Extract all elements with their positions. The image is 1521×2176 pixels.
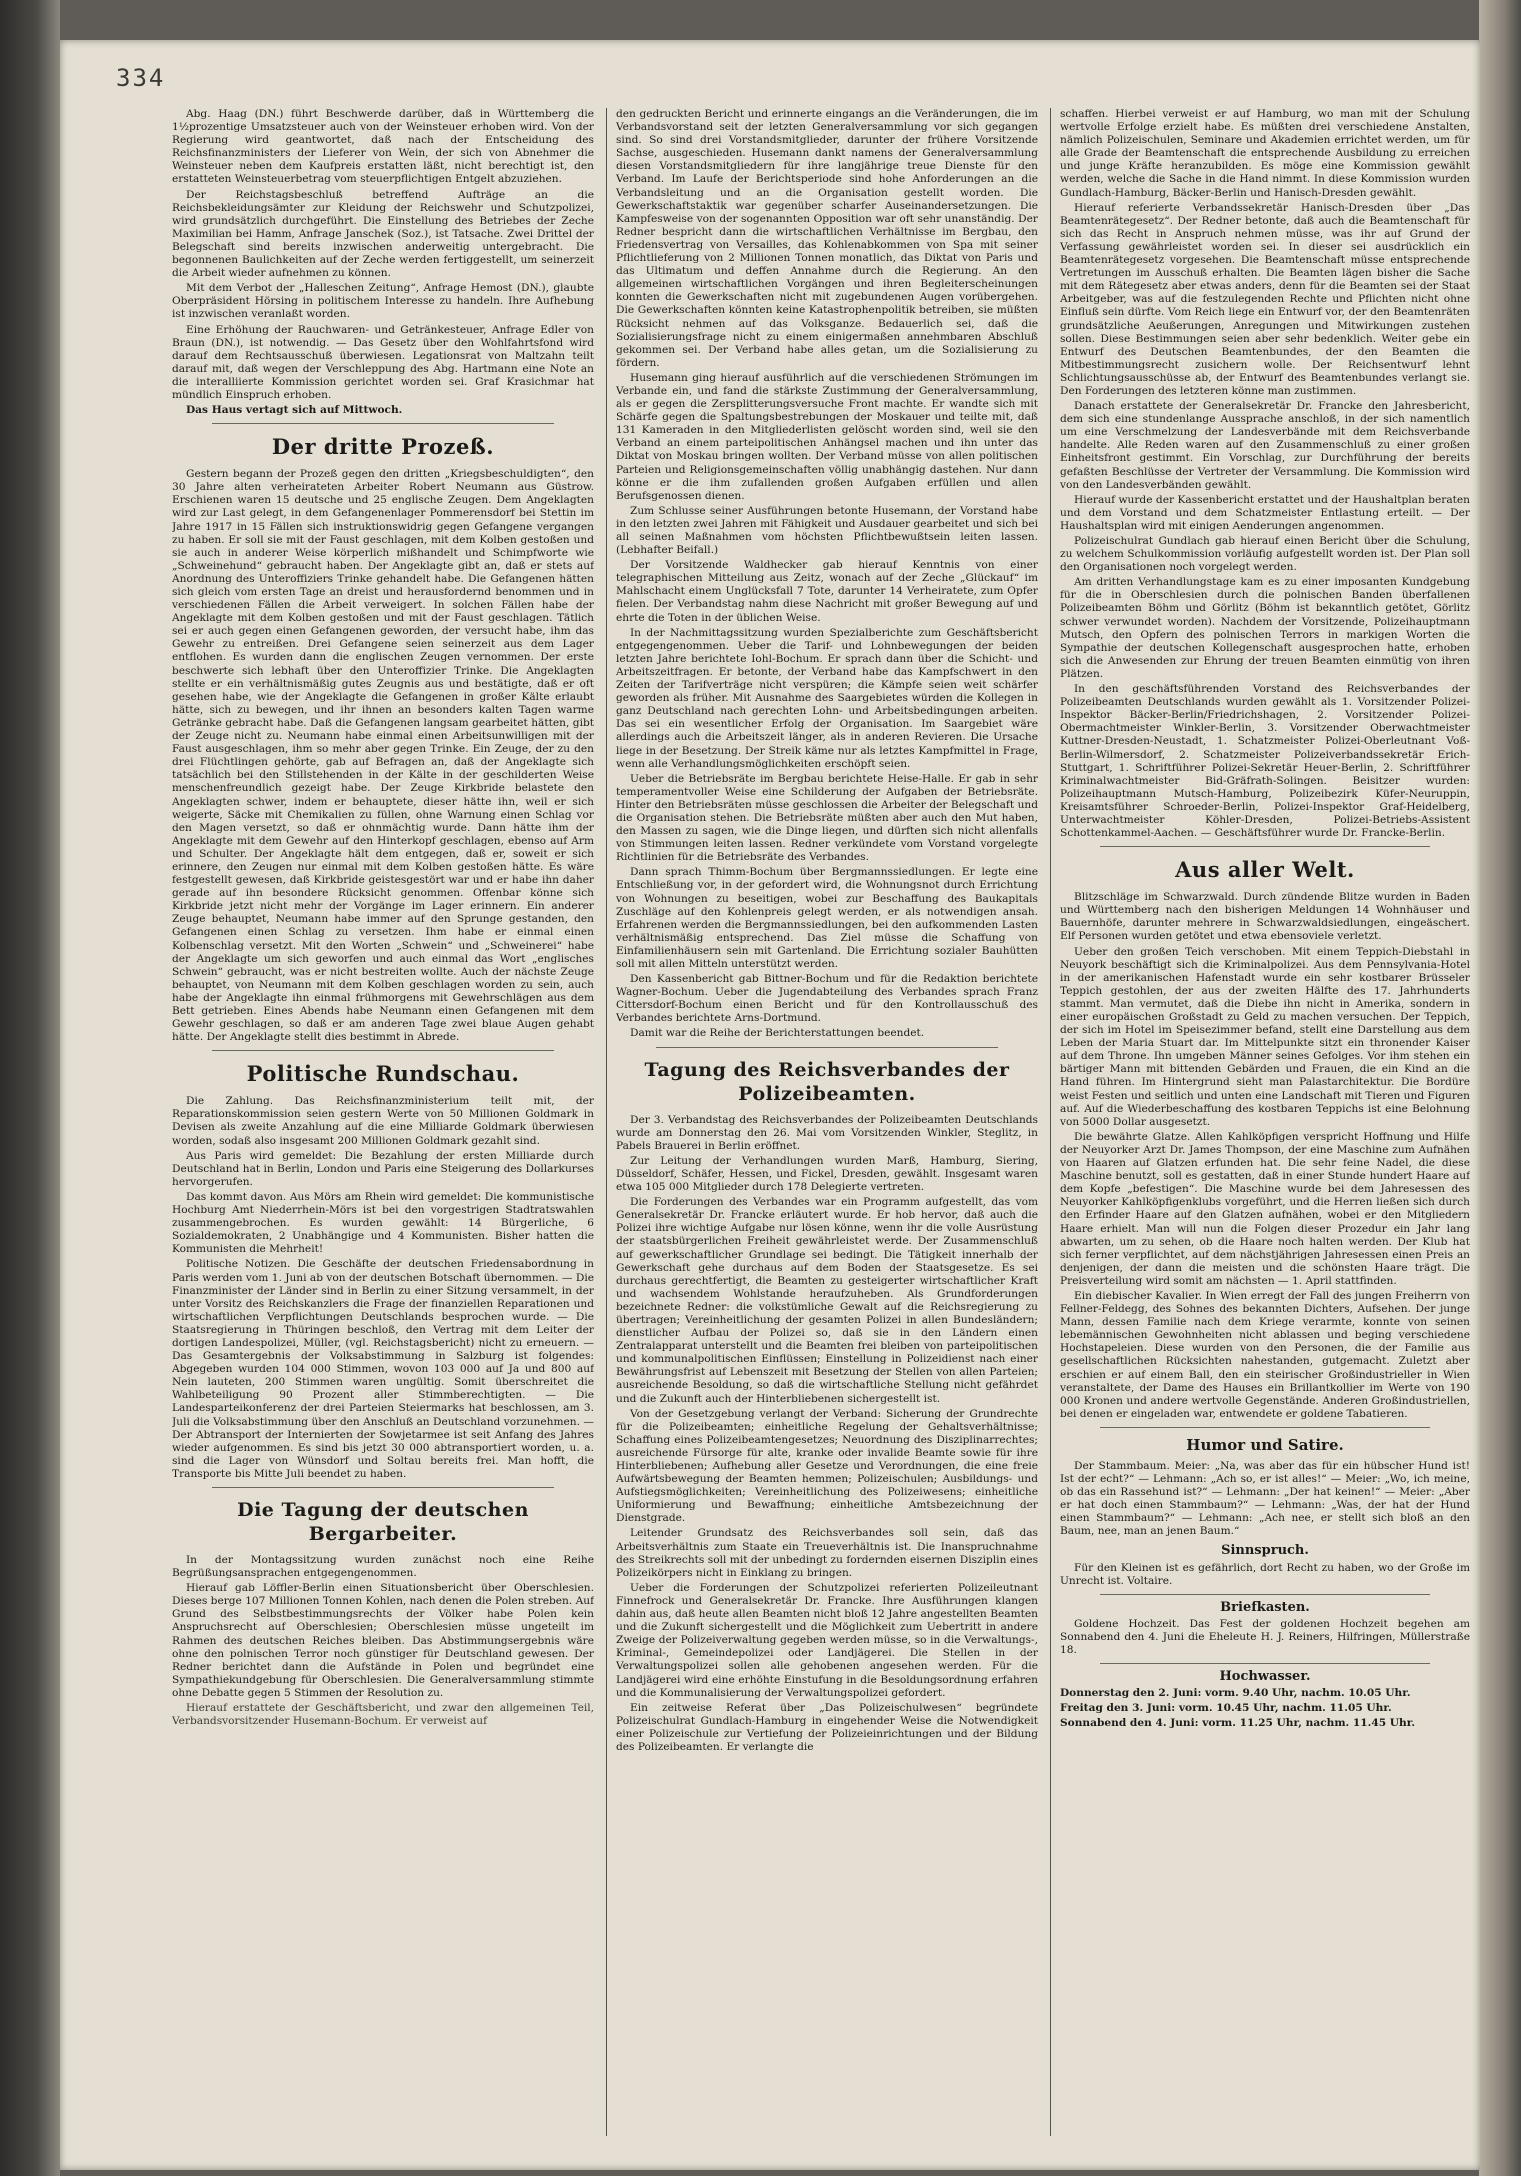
headline-sinnspruch: Sinnspruch. <box>1221 1543 1309 1559</box>
section-divider <box>656 1047 998 1048</box>
article-paragraph: Die Forderungen des Verbandes war ein Programm aufgestellt, das vom Generalsekretär Dr. Francke erläutert wurde. Er hob hervor, daß auch die Polizei ihre wichtige Aufgabe nur lösen könne, wenn ihr die volle Ausrüstung der staatsbürgerlichen Freiheit gewährleistet werde. Der Zusammenschluß auf gewerkschaftlicher Grundlage sei bedingt. Die Tätigkeit innerhalb der Gewerkschaft gehe durchaus auf dem Boden der Staatsgesetze. Es sei durchaus gerechtfertigt, die Beamten zu gesteigerter wirtschaftlicher Kraft und wachsendem Wohlstande heraufzuheben. Als Grundforderungen bezeichnete Redner: die volkstümliche Gewalt auf die Reichsregierung zu übertragen; Vereinheitlichung der gesamten Polizei in allen Bundesländern; dienstlicher Aufbau der Polizei so, daß sie in den Ländern einen Zentralapparat unterstellt und die Beamten frei bleiben von parteipolitischen und kommunalpolitischen Einflüssen; Einstellung in Polizeidienst nach einer Bewährungsfrist auf Lebenszeit mit Besetzung der Stellen von allen Parteien; ausreichende Besoldung, so daß die wirtschaftliche Stellung nicht gefährdet und die Zukunft auch der Hinterbliebenen sichergestellt ist. <box>616 1196 1038 1405</box>
article-paragraph: Hierauf referierte Verbandssekretär Hanisch-Dresden über „Das Beamtenrätegesetz“. Der Redner betonte, daß auch die Beamtenschaft für sich das Recht in Anspruch nehmen müsse, was ihr auf Grund der Verfassung gewährleistet worden sei. In dieser sei ausdrücklich ein Beamtenrätegesetz vorgesehen. Die Beamtenschaft müsse entsprechende Vertretungen im Ausschuß erhalten. Die Beamten lägen bisher die Sache mit dem Rätegesetz aber etwas anders, denn für die Beamten sei der Staat Arbeitgeber, was auf die festzulegenden Rechte und Pflichten nicht ohne Einfluß sein dürfte. Vom Reich liege ein Entwurf vor, der den Beamtenräten grundsätzliche Aeußerungen, Anregungen und Mitwirkungen zustehen sollen. Diese Bestimmungen seien aber sehr bedenklich. Weiter gebe ein Entwurf des Deutschen Beamtenbundes, der den Beamten die Mitbestimmungsrecht zusichern wolle. Der Reichsentwurf lehnt Schlichtungsausschüsse ab, der Entwurf des Beamtenbundes verlangt sie. Den Forderungen des letzteren könne man zustimmen. <box>1060 201 1470 397</box>
article-paragraph: Ueber die Betriebsräte im Bergbau berichtete Heise-Halle. Er gab in sehr temperamentvoller Weise eine Schilderung der Aufgaben der Betriebsräte. Hinter den Betriebsräten müsse geschlossen die Arbeiter der Belegschaft und die Organisation stehen. Die Betriebsräte müßten aber auch den Mut haben, den Massen zu sagen, wie die Dinge liegen, und dürften sich nicht allenfalls von Stimmungen leiten lassen. Redner verkündete vom Vorstand vorgelegte Richtlinien für die Betriebsräte des Verbandes. <box>616 772 1038 864</box>
article-paragraph: Der 3. Verbandstag des Reichsverbandes der Polizeibeamten Deutschlands wurde am Donnerstag den 26. Mai vom Vorsitzenden Winkler, Steglitz, in Pabels Brauerei in Berlin eröffnet. <box>616 1113 1038 1152</box>
article-paragraph: Danach erstattete der Generalsekretär Dr. Francke den Jahresbericht, dem sich eine stundenlange Aussprache anschloß, in der sich namentlich um eine Verschmelzung der Landesverbände mit dem Reichsverbande handelte. Alle Reden waren auf den Zusammenschluß zu einer großen Einheitsfront gestimmt. Ein Vorschlag, zur Durchführung der bereits gefaßten Beschlüsse der Vertreter der Versammlung. Die Kommission wird von den Landesverbänden gewählt. <box>1060 400 1470 491</box>
article-paragraph: Aus Paris wird gemeldet: Die Bezahlung der ersten Milliarde durch Deutschland hat in Berlin, London und Paris eine Steigerung des Dollarkurses hervorgerufen. <box>172 1149 594 1188</box>
tide-row: Freitag den 3. Juni: vorm. 10.45 Uhr, nachm. 11.05 Uhr. <box>1060 1702 1392 1715</box>
column-2 <box>616 108 1038 2142</box>
headline-humor: Humor und Satire. <box>1186 1435 1344 1454</box>
article-paragraph: In der Nachmittagssitzung wurden Spezialberichte zum Geschäftsbericht entgegengenommen. Ueber die Tarif- und Lohnbewegungen der beiden letzten Jahre berichtete Iohl-Bochum. Er sprach dann über die Schicht- und Arbeitszeitfragen. Er betonte, der Verband habe das Kampfschwert in den Zeiten der Tarifverträge nicht verspüren; die Kämpfe seien weit schärfer geworden als früher. Mit Ausnahme des Saargebietes würden die Kollegen in ganz Deutschland nach gerechten Lohn- und Arbeitsbedingungen arbeiten. Das sei ein wesentlicher Erfolg der Organisation. Im Saargebiet wäre allerdings auch die Arbeitszeit länger, als in anderen Revieren. Die Ursache liege in der Besetzung. Der Streik käme nur als letztes Kampfmittel in Frage, wenn alle Verhandlungsmöglichkeiten erschöpft seien. <box>616 626 1038 770</box>
article-paragraph: Ueber den großen Teich verschoben. Mit einem Teppich-Diebstahl in Neuyork beschäftigt sich die Kriminalpolizei. Aus dem Pennsylvania-Hotel in der amerikanischen Hafenstadt wurde ein sehr kostbarer Brüsseler Teppich gestohlen, der aus der zweiten Hälfte des 17. Jahrhunderts stammt. Man vermutet, daß die Diebe ihn nicht in Amerika, sondern in einer europäischen Großstadt zu Geld zu machen versuchen. Der Teppich, der sich im Hotel im Speisezimmer befand, stellt eine Darstellung aus dem Leben der Maria Stuart dar. Im Mittelpunkte sitzt ein thronender Kaiser auf dem Throne. Ihn umgeben Männer seines Gefolges. Vor ihm stehen ein bärtiger Mann mit bittenden Gebärden und Frauen, die ein Kind an die Hand führen. Im Hintergrund sieht man Palastarchitektur. Die Bordüre weist Festen und seitlich und unten eine Landschaft mit Tieren und Figuren auf. Auf die Wiederbeschaffung des kostbaren Teppichs ist eine Belohnung von 5000 Dollar ausgesetzt. <box>1060 945 1470 1128</box>
article-paragraph: Hierauf erstattete der Geschäftsbericht, und zwar den allgemeinen Teil, Verbandsvorsitzender Husemann-Bochum. Er verweist auf <box>172 1702 594 1728</box>
article-paragraph: In der Montagssitzung wurden zunächst noch eine Reihe Begrüßungsansprachen entgegengenommen. <box>172 1554 594 1580</box>
article-paragraph: Damit war die Reihe der Berichterstattungen beendet. <box>630 1027 925 1040</box>
section-divider <box>1100 1594 1430 1595</box>
section-divider <box>212 1487 554 1488</box>
article-paragraph: Hierauf wurde der Kassenbericht erstattet und der Haushaltplan beraten und dem Vorstand und dem Schatzmeister Entlastung erteilt. — Der Haushaltsplan wird mit einigen Aenderungen angenommen. <box>1060 493 1470 532</box>
article-paragraph: Eine Erhöhung der Rauchwaren- und Getränkesteuer, Anfrage Edler von Braun (DN.), ist notwendig. — Das Gesetz über den Wohlfahrtsfond wird darauf dem Rechtsausschuß überwiesen. Legationsrat von Maltzahn teilt darauf mit, daß wegen der Verschleppung des Abg. Hartmann eine Note an die interalliierte Kommission gerichtet worden sei. Graf Krasichmar hat mündlich Einspruch erhoben. <box>172 323 594 401</box>
headline-prozess: Der dritte Prozeß. <box>271 434 495 460</box>
article-paragraph: Gestern begann der Prozeß gegen den dritten „Kriegsbeschuldigten“, den 30 Jahre alten verheirateten Arbeiter Robert Neumann aus Güstrow. Erschienen waren 15 deutsche und 25 englische Zeugen. Dem Angeklagten wird zur Last gelegt, in dem Gefangenenlager Pommerensdorf bei Stettin im Jahre 1917 in 15 Fällen sich instruktionswidrig gegen Gefangene vergangen zu haben. Er soll sie mit der Faust geschlagen, mit dem Kolben gestoßen und sie auch in anderer Weise körperlich mißhandelt und Schimpfworte wie „Schweinehund“ gebraucht haben. Der Angeklagte gibt an, daß er stets auf Anordnung des Unteroffiziers Trinke gehandelt habe. Die Gefangenen hätten sich gleich vom ersten Tage an dreist und herausfordernd benommen und in verschiedenen Fällen die Arbeit verweigert. In solchen Fällen habe der Angeklagte mit dem Kolben gestoßen und mit der Faust geschlagen. Tätlich sei er auch gegen einen Gefangenen geworden, der versucht habe, ihm das Gewehr zu entreißen. Drei Gefangene seien seinerzeit aus dem Lager entflohen. Es wurden dann die englischen Zeugen vernommen. Der erste beschwerte sich lebhaft über den Unteroffizier Trinke. Die Angeklagten stellte er ein verhältnismäßig gutes Zeugnis aus und bestätigte, daß er oft gesehen habe, wie der Angeklagte die Gefangenen in großer Kälte erlaubt hätte, sich zu bewegen, und ihr ihnen an besonders kalten Tagen warme Getränke gebracht habe. Daß die Gefangenen langsam gearbeitet hätten, gibt der Zeuge nicht zu. Neumann habe einmal einen Arbeitsunwilligen mit der Faust ausgeschlagen, ihm so mehr aber gegen Trinke. Ein Zeuge, der zu den drei Flüchtlingen gehörte, gab auf Befragen an, daß der Angeklagte sich tatsächlich bei den Stillstehenden in der Kälte in der geschilderten Weise menschenfreundlich gezeigt habe. Der Zeuge Kirkbride belastete den Angeklagten schwer, indem er behauptete, dieser hätte ihn, weil er sich weigerte, Säcke mit Chemikalien zu füllen, ohne Warnung einen Schlag vor den Magen versetzt, so daß er ohnmächtig wurde. Dann hätte ihm der Angeklagte mit dem Gewehr auf den Hinterkopf geschlagen, ebenso auf Arm und Schulter. Der Angeklagte hält dem entgegen, daß er, soweit er sich erinnere, den Zeugen nur einmal mit dem Kolben gestoßen hätte. Es wäre festgestellt gewesen, daß Kirkbride geistesgestört war und er habe ihn daher gerade auf ihn besondere Rücksicht genommen. Offenbar könne sich Kirkbride jetzt nicht mehr der Vorgänge im Lager erinnern. Ein anderer Zeuge behauptet, Neumann habe immer auf den Sprunge gestanden, den Gefangenen einen Schlag zu versetzen. Ihm habe er einmal einen Kolbenschlag versetzt. Mit den Worten „Schwein“ und „Schweinerei“ habe der Angeklagte um sich geworfen und auch einmal das Wort „englisches Schwein“ gebraucht, was er nicht bestreiten wollte. Auch der nächste Zeuge behauptet, von Neumann mit dem Kolben geschlagen worden zu sein, auch habe der Angeklagte ihn einmal frühmorgens mit Gewehrschlägen aus dem Bett getrieben. Eines Abends habe Neumann einen Gefangenen mit dem Gewehr geschlagen, so daß er am anderen Tage zwei blaue Augen gehabt hätte. Der Angeklagte stellt dies bestimmt in Abrede. <box>172 468 594 1044</box>
headline-polizeibeamten: Tagung des Reichsverbandes der Polizeibeamten. <box>644 1058 1010 1105</box>
section-divider <box>1100 1663 1430 1664</box>
article-paragraph: Von der Gesetzgebung verlangt der Verband: Sicherung der Grundrechte für die Polizeibeamten; einheitliche Regelung der Gehaltsverhältnisse; Schaffung eines Polizeibeamtengesetzes; Neuordnung des Disziplinarrechtes; ausreichende Fürsorge für alte, kranke oder invalide Beamte sowie für ihre Hinterbliebenen; Aufhebung aller Gesetze und Verordnungen, die eine freie Aufwärtsbewegung der Beamten hemmen; Polizeischulen; Ausbildungs- und Aufstiegsmöglichkeiten; Vereinheitlichung des Polizeiwesens; einheitliche Uniformierung und Bewaffnung; einheitliche Amtsbezeichnung der Dienstgrade. <box>616 1407 1038 1525</box>
article-paragraph: Abg. Haag (DN.) führt Beschwerde darüber, daß in Württemberg die 1½prozentige Umsatzsteuer auch von der Weinsteuer erhoben wird. Von der Regierung wird geantwortet, daß nach der Entscheidung des Reichsfinanzministers der Lieferer von Wein, der sich von Abnehmer die Weinsteuer neben dem Kaufpreis erstatten läßt, nicht berechtigt ist, den erstatteten Weinsteuerbetrag vom steuerpflichtigen Entgelt abzuziehen. <box>172 108 594 186</box>
column-1 <box>172 108 594 2142</box>
section-divider <box>212 423 554 424</box>
section-divider <box>1100 1427 1430 1428</box>
article-paragraph: Den Kassenbericht gab Bittner-Bochum und für die Redaktion berichtete Wagner-Bochum. Ueber die Jugendabteilung des Verbandes sprach Franz Cittersdorf-Bochum einen Bericht und für den Kontrollausschuß des Verbandes berichtete Arns-Dortmund. <box>616 973 1038 1025</box>
headline-aus-aller-welt: Aus aller Welt. <box>1175 857 1355 883</box>
section-divider <box>1100 846 1430 847</box>
article-paragraph: Zur Leitung der Verhandlungen wurden Marß, Hamburg, Siering, Düsseldorf, Schäfer, Hessen, und Fickel, Dresden, gewählt. Insgesamt waren etwa 105 000 Mitglieder durch 178 Delegierte vertreten. <box>616 1154 1038 1194</box>
article-paragraph: Ein zeitweise Referat über „Das Polizeischulwesen“ begründete Polizeischulrat Gundlach-Hamburg in eingehender Weise die Notwendigkeit einer Polizeischule zur Vertiefung der Polizeieinrichtungen und der Bildung des Polizeibeamten. Er verlangte die <box>616 1701 1038 1753</box>
article-paragraph: Der Stammbaum. Meier: „Na, was aber das für ein hübscher Hund ist! Ist der echt?“ — Lehmann: „Ach so, er ist alles!“ — Meier: „Wo, ich meine, ob das ein Rassehund ist?“ — Lehmann: „Der hat keinen!“ — Meier: „Aber er hat doch einen Stammbaum?“ — Lehmann: „Was, der hat der Hund einen Stammbaum?“ — Lehmann: „Ach nee, er stellt sich bloß an den Baum, nee, man an jenen Baum.“ <box>1060 1459 1470 1538</box>
article-paragraph: Hierauf gab Löffler-Berlin einen Situationsbericht über Oberschlesien. Dieses berge 107 Millionen Tonnen Kohlen, nach denen die Polen streben. Auf Grund des Selbstbestimmungsrechts der Völker habe Polen kein Anspruchsrecht auf Oberschlesien; Oberschlesien müsse ungeteilt im Rahmen des deutschen Reiches bleiben. Das Abstimmungsergebnis wäre ohne den polnischen Terror noch günstiger für Deutschland gewesen. Der Redner berichtet dann die Aufstände in Polen und begründet eine Sympathiekundgebung für Oberschlesien. Die Generalversammlung stimmte ohne Debatte gegen 5 Stimmen der Resolution zu. <box>172 1582 594 1699</box>
article-paragraph: Polizeischulrat Gundlach gab hierauf einen Bericht über die Schulung, zu welchem Schulkommission vorläufig aufgestellt worden ist. Der Plan soll den Organisationen noch vorgelegt werden. <box>1060 535 1470 574</box>
article-paragraph: Das Haus vertagt sich auf Mittwoch. <box>186 404 403 417</box>
tide-row: Donnerstag den 2. Juni: vorm. 9.40 Uhr, nachm. 10.05 Uhr. <box>1060 1687 1411 1700</box>
headline-bergarbeiter: Die Tagung der deutschen Bergarbeiter. <box>237 1499 529 1545</box>
page-number: 334 <box>116 64 166 92</box>
article-paragraph: Der Vorsitzende Waldhecker gab hierauf Kenntnis von einer telegraphischen Mitteilung aus Zeitz, wonach auf der Zeche „Glückauf“ im Mahlschacht einem Unglücksfall 7 Tote, darunter 14 Verheiratete, zum Opfer fielen. Der Verbandstag nahm diese Nachricht mit großer Bewegung auf und ehrte die Toten in der üblichen Weise. <box>616 559 1038 624</box>
column-rule <box>606 108 607 2136</box>
article-paragraph: Das kommt davon. Aus Mörs am Rhein wird gemeldet: Die kommunistische Hochburg Amt Niederrhein-Mörs ist bei den vorgestrigen Stadtratswahlen zusammengebrochen. Es wurden gewählt: 14 Bürgerliche, 6 Sozialdemokraten, 2 Unabhängige und 4 Kommunisten. Bisher hatten die Kommunisten die Mehrheit! <box>172 1190 594 1256</box>
article-paragraph: Politische Notizen. Die Geschäfte der deutschen Friedensabordnung in Paris werden vom 1. Juni ab von der deutschen Botschaft übernommen. — Die Finanzminister der Länder sind in Berlin zu einer Sitzung versammelt, in der unter Vorsitz des Reichskanzlers die Frage der finanziellen Reparationen und wirtschaftlichen Verpflichtungen Deutschlands besprochen wurde. — Die Staatsregierung in Thüringen beschloß, den Vertrag mit dem Leiter der dortigen Landespolizei, Müller, (vgl. Reichstagsbericht) nicht zu erneuern. — Das Gesamtergebnis der Volksabstimmung in Salzburg ist folgendes: Abgegeben wurden 104 000 Stimmen, wovon 103 000 auf Ja und 800 auf Nein lauteten, 200 Stimmen waren ungültig. Somit überschreitet die Wahlbeteiligung 90 Prozent aller Stimmberechtigten. — Die Landesparteikonferenz der drei Parteien Steiermarks hat beschlossen, am 3. Juli die Volksabstimmung über den Anschluß an Deutschland vorzunehmen. — Der Abtransport der Internierten der Sowjetarmee ist seit Anfang des Jahres wieder aufgenommen. Es sind bis jetzt 30 000 abtransportiert worden, u. a. sind die Lager von Wünsdorf und Soltau bereits frei. Man hofft, die Transporte bis Mitte Juli beendet zu haben. <box>172 1258 594 1480</box>
article-paragraph: Leitender Grundsatz des Reichsverbandes soll sein, daß das Arbeitsverhältnis zum Staate ein Treueverhältnis ist. Die Inanspruchnahme des Streikrechts soll mit der unbedingt zu fordernden eisernen Disziplin eines Polizeikörpers nicht in Einklang zu bringen. <box>616 1527 1038 1579</box>
column-3 <box>1060 108 1470 2142</box>
article-paragraph: Zum Schlusse seiner Ausführungen betonte Husemann, der Vorstand habe in den letzten zwei Jahren mit Fähigkeit und Ausdauer gearbeitet und sich bei all seinen Maßnahmen vom höchsten Pflichtbewußtsein leiten lassen. (Lebhafter Beifall.) <box>616 504 1038 557</box>
article-paragraph: Ein diebischer Kavalier. In Wien erregt der Fall des jungen Freiherrn von Fellner-Feldegg, des Sohnes des bekannten Dichters, Aufsehen. Der junge Mann, dessen Familie nach dem Kriege verarmte, konnte von seinen lebemännischen Gewohnheiten nicht ablassen und beging verschiedene Hochstapeleien. Diese wurden von den Personen, die der Familie aus gesellschaftlichen Rücksichten nahestanden, gutgemacht. Zuletzt aber erschien er auf einem Ball, den ein steirischer Großindustrieller in Wien veranstaltete, der Dame des Hauses ein Brillantkollier im Werte von 190 000 Kronen und andere wertvolle Gegenstände. Anderen Großindustriellen, bei denen er eingeladen war, entwendete er goldene Tabatieren. <box>1060 1289 1470 1420</box>
article-paragraph: Mit dem Verbot der „Halleschen Zeitung“, Anfrage Hemost (DN.), glaubte Oberpräsident Hörsing in politischem Interesse zu handeln. Ihre Aufhebung ist inzwischen veranlaßt worden. <box>172 282 594 321</box>
article-paragraph: schaffen. Hierbei verweist er auf Hamburg, wo man mit der Schulung wertvolle Erfolge erzielt habe. Es müßten drei verschiedene Anstalten, nämlich Polizeischulen, Seminare und Akademien errichtet werden, um für alle Grade der Beamtenschaft die entsprechende Ausbildung zu erreichen und junge Kräfte heranzubilden. Es möge eine Kommission gewählt werden, welche die Sache in die Hand nimmt. In diese Kommission wurden Gundlach-Hamburg, Bäcker-Berlin und Hanisch-Dresden gewählt. <box>1060 108 1470 199</box>
article-paragraph: Ueber die Forderungen der Schutzpolizei referierten Polizeileutnant Finnefrock und Generalsekretär Dr. Francke. Ihre Ausführungen klangen dahin aus, daß heute allen Beamten nicht bloß 12 Jahre angestellten Beamten und die Zukunft sichergestellt und die Möglichkeit zum Uebertritt in andere Zweige der Polizeiverwaltung gegeben werden müsse, so in die Verwaltungs-, Kriminal-, Gemeindepolizei oder Landjägerei. Die Stellen in der Verwaltungspolizei sollen alle gehobenen angesehen werden. Für die Landjägerei wird eine erhöhte Einstufung in die Besoldungsordnung erfahren und die Kommunalisierung der Verwaltungspolizei gefordert. <box>616 1581 1038 1699</box>
article-paragraph: Die Zahlung. Das Reichsfinanzministerium teilt mit, der Reparationskommission seien gestern Werte von 50 Millionen Goldmark in Devisen als zweite Anzahlung auf die eine Milliarde Goldmark überwiesen worden, sodaß also insgesamt 200 Millionen Goldmark gezahlt sind. <box>172 1095 594 1147</box>
page-edge <box>1479 0 1521 2176</box>
article-paragraph: Der Reichstagsbeschluß betreffend Aufträge an die Reichsbekleidungsämter zur Kleidung der Reichswehr und Schutzpolizei, wird grundsätzlich durchgeführt. Die Einstellung des Betriebes der Zeche Maximilian bei Hamm, Anfrage Janschek (Soz.), ist Tatsache. Zwei Drittel der Belegschaft sind bereits inzwischen anderweitig untergebracht. Die begonnenen Baulichkeiten auf der Zeche werden fertiggestellt, um seinerzeit die Arbeit wieder aufnehmen zu können. <box>172 188 594 280</box>
article-paragraph: Goldene Hochzeit. Das Fest der goldenen Hochzeit begehen am Sonnabend den 4. Juni die Eheleute H. J. Reiners, Hilfringen, Müllerstraße 18. <box>1060 1617 1470 1657</box>
article-paragraph: Die bewährte Glatze. Allen Kahlköpfigen verspricht Hoffnung und Hilfe der Neuyorker Arzt Dr. James Thompson, der eine Maschine zum Aufnähen von Haaren auf Glatzen erfunden hat. Die sehr feine Nadel, die diese Maschine benutzt, soll es gestatten, daß in einer Stunde hundert Haare auf dem Kopfe „befestigen“. Die Maschine wurde bei dem Jahresessen des Neuyorker Kahlköpfigenklubs vorgeführt, und die Herren ließen sich durch den Erfinder Haare auf den Glatzen aufnähen, wobei er den Mitgliedern Haare erhielt. Man will nun die Folgen dieser Prozedur ein Jahr lang abwarten, um zu sehen, ob die Haare noch halten werden. Der Klub hat sich ferner verpflichtet, auf dem nächstjährigen Jahresessen einen Preis an denjenigen, der dann die meisten und die schönsten Haare trägt. Die Preisverteilung wird somit am nächsten — 1. April stattfinden. <box>1060 1130 1470 1287</box>
article-paragraph: Dann sprach Thimm-Bochum über Bergmannssiedlungen. Er legte eine Entschließung vor, in der gefordert wird, die Wohnungsnot durch Errichtung von Wohnungen zu beseitigen, wobei zur Beschaffung des Baukapitals Zuschläge auf den Kohlenpreis gelegt werden, er als notwendigen ansah. Erfahrenen werden die Bergmannssiedlungen, bei den aufkommenden Lasten verhältnismäßig entsprechend. Das Ziel müsse die Schaffung von Einfamilienhäusern sein mit Gartenland. Die Errichtung sozialer Bauhütten soll mit allen Mitteln unterstützt werden. <box>616 866 1038 970</box>
article-paragraph: Blitzschläge im Schwarzwald. Durch zündende Blitze wurden in Baden und Württemberg nach den bisherigen Meldungen 14 Wohnhäuser und Bauernhöfe, darunter mehrere in Schwarzwaldsiedlungen, eingeäschert. Elf Personen wurden getötet und etwa ebensoviele verletzt. <box>1060 891 1470 943</box>
headline-briefkasten: Briefkasten. <box>1220 1599 1310 1615</box>
article-paragraph: Am dritten Verhandlungstage kam es zu einer imposanten Kundgebung für die in Oberschlesien durch die polnischen Banden überfallenen Polizeibeamten Böhm und Görlitz (Böhm ist bekanntlich getötet, Görlitz schwer verwundet worden). Nachdem der Vorsitzende, Polizeihauptmann Mutsch, den Opfern des polnischen Terrors in markigen Worten die Sympathie der deutschen Kollegenschaft ausgesprochen hatte, erhoben sich die Anwesenden zur Ehrung der treuen Beamten einmütig von ihren Plätzen. <box>1060 576 1470 680</box>
article-paragraph: den gedruckten Bericht und erinnerte eingangs an die Veränderungen, die im Verbandsvorstand seit der letzten Generalversammlung vor sich gegangen sind. So sind drei Vorstandsmitglieder, darunter der frühere Vorsitzende Sachse, ausgeschieden. Husemann dankt namens der Generalversammlung diesen Vorstandsmitgliedern für ihre langjährige treue Dienste für den Verband. Im Laufe der Berichtsperiode sind hohe Anforderungen an die Verbandsleitung und an die Organisation gestellt worden. Die Gewerkschaftstaktik war gegenüber scharfer Auseinandersetzungen. Die Kampfesweise von der sogenannten Opposition war oft sehr unanständig. Der Redner bespricht dann die wirtschaftlichen Verhältnisse im Bergbau, den Friedensvertrag von Versailles, das Kohlenabkommen von Spa mit seiner Pflichtlieferung von 2 Millionen Tonnen monatlich, das Diktat von Paris und das Ultimatum und deffen Annahme durch die Regierung. An den allgemeinen wirtschaftlichen Vorgängen und ihren Begleiterscheinungen konnten die Gewerkschaften nicht mit zugebundenen Augen vorübergehen. Die Gewerkschaften könnten keine Katastrophenpolitik betreiben, sie müßten Rücksicht nehmen auf das Volksganze. Bedauerlich sei, daß die Sozialisierungsfrage nicht zu einem einigermaßen annehmbaren Abschluß gekommen sei. Der Verband habe alles getan, um die Sozialisierung zu fördern. <box>616 108 1038 369</box>
headline-rundschau: Politische Rundschau. <box>246 1061 520 1087</box>
headline-hochwasser: Hochwasser. <box>1219 1669 1311 1685</box>
tide-row: Sonnabend den 4. Juni: vorm. 11.25 Uhr, nachm. 11.45 Uhr. <box>1060 1717 1416 1730</box>
article-paragraph: Für den Kleinen ist es gefährlich, dort Recht zu haben, wo der Große im Unrecht ist. Voltaire. <box>1060 1561 1470 1587</box>
article-paragraph: In den geschäftsführenden Vorstand des Reichsverbandes der Polizeibeamten Deutschlands wurden gewählt als 1. Vorsitzender Polizei-Inspektor Bäcker-Berlin/Friedrichshagen, 2. Vorsitzender Polizei-Obermachtmeister Winkler-Berlin, 3. Vorsitzender Oberwachtmeister Kuttner-Dresden-Neustadt, 1. Schatzmeister Polizei-Oberleutnant Voß-Berlin-Wilmersdorf, 2. Schatzmeister Polizeiverbandssekretär Erich-Stuttgart, 1. Schriftführer Polizei-Sekretär Heuer-Berlin, 2. Schriftführer Kriminalwachtmeister Bid-Gräfrath-Solingen. Beisitzer wurden: Polizeihauptmann Mutsch-Hamburg, Polizeibezirk Küfer-Neuruppin, Kreisamtsführer Schroeder-Berlin, Polizei-Inspektor Graf-Heidelberg, Unterwachtmeister Köhler-Dresden, Polizei-Betriebs-Assistent Schottenkammel-Aachen. — Geschäftsführer wurde Dr. Francke-Berlin. <box>1060 683 1470 840</box>
book-binding <box>0 0 60 2176</box>
article-paragraph: Husemann ging hierauf ausführlich auf die verschiedenen Strömungen im Verbande ein, und fand die stärkste Zustimmung der Generalversammlung, als er gegen die Zersplitterungsversuche Front machte. Er wandte sich mit Schärfe gegen die Spaltungsbestrebungen der Moskauer und teilte mit, daß 131 Kameraden in den Mitgliederlisten gelöscht worden sind, weil sie den Verband an einem parteipolitischen Anhängsel machen und ihn unter das Diktat von Moskau bringen wollten. Der Verband müsse von allen politischen Parteien und Religionsgemeinschaften völlig unabhängig dastehen. Nur dann könne er die ihm zufallenden großen Aufgaben erfüllen und allen Berufsgenossen dienen. <box>616 371 1038 502</box>
column-rule <box>1050 108 1051 2136</box>
section-divider <box>212 1050 554 1051</box>
